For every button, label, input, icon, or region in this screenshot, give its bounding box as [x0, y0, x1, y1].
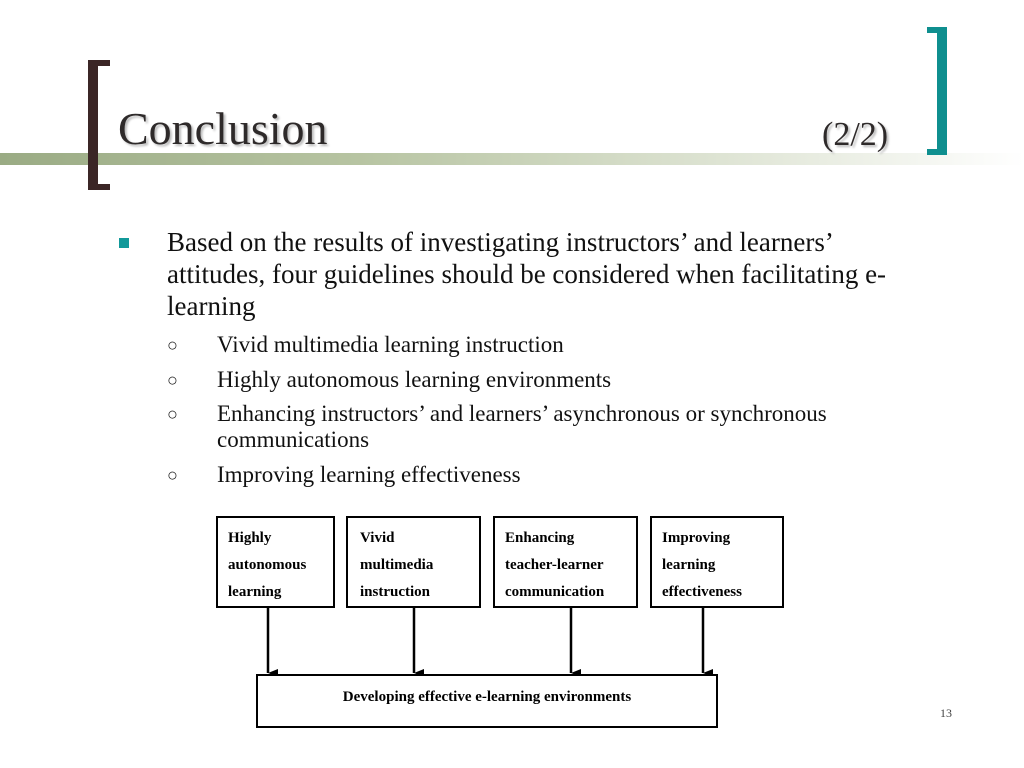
box-line: learning	[228, 584, 282, 600]
left-bracket-decoration	[88, 60, 110, 190]
diagram-box-multimedia	[347, 517, 480, 607]
box-line: learning	[662, 557, 716, 573]
circle-bullet-icon: ○	[167, 370, 178, 390]
box-line: effectiveness	[662, 584, 742, 600]
box-line: Enhancing	[505, 530, 575, 546]
sub-bullet-item	[167, 332, 967, 358]
box-line: teacher-learner	[505, 557, 604, 573]
sub-bullet-item	[167, 367, 967, 393]
box-line: Improving	[662, 530, 731, 546]
slide-number: 13	[940, 706, 952, 720]
diagram-box-autonomous	[217, 517, 334, 607]
diagram-box-communication	[494, 517, 637, 607]
box-line: multimedia	[360, 557, 434, 573]
square-bullet-icon	[119, 238, 129, 248]
sub-bullet-item	[167, 401, 967, 453]
box-line: instruction	[360, 584, 431, 600]
box-line: autonomous	[228, 557, 307, 573]
circle-bullet-icon: ○	[167, 404, 178, 424]
circle-bullet-icon: ○	[167, 335, 178, 355]
sub-bullet-text: Highly autonomous learning environments	[217, 367, 612, 392]
box-line: communication	[505, 584, 605, 600]
diagram-box-effectiveness	[651, 517, 783, 607]
sub-bullet-text: Enhancing instructors’ and learners’ asynchronous or synchronous communications	[217, 401, 827, 452]
circle-bullet-icon: ○	[167, 465, 178, 485]
right-bracket-decoration	[927, 27, 947, 155]
slide-page-indicator: (2/2)	[822, 116, 889, 153]
sub-bullet-text: Vivid multimedia learning instruction	[217, 332, 564, 357]
slide-title: Conclusion	[118, 103, 328, 154]
box-line: Vivid	[360, 530, 395, 546]
main-bullet-text: Based on the results of investigating instructors’ and learners’ attitudes, four guidelines should be considered when facilitating e-learning	[167, 227, 887, 321]
sub-bullet-text: Improving learning effectiveness	[217, 462, 521, 487]
target-label: Developing effective e-learning environments	[342, 689, 632, 705]
diagram-target-box	[257, 675, 717, 727]
sub-bullet-item	[167, 462, 967, 488]
guidelines-diagram	[214, 513, 788, 731]
box-line: Highly	[228, 530, 272, 546]
sub-bullet-list	[167, 332, 967, 488]
